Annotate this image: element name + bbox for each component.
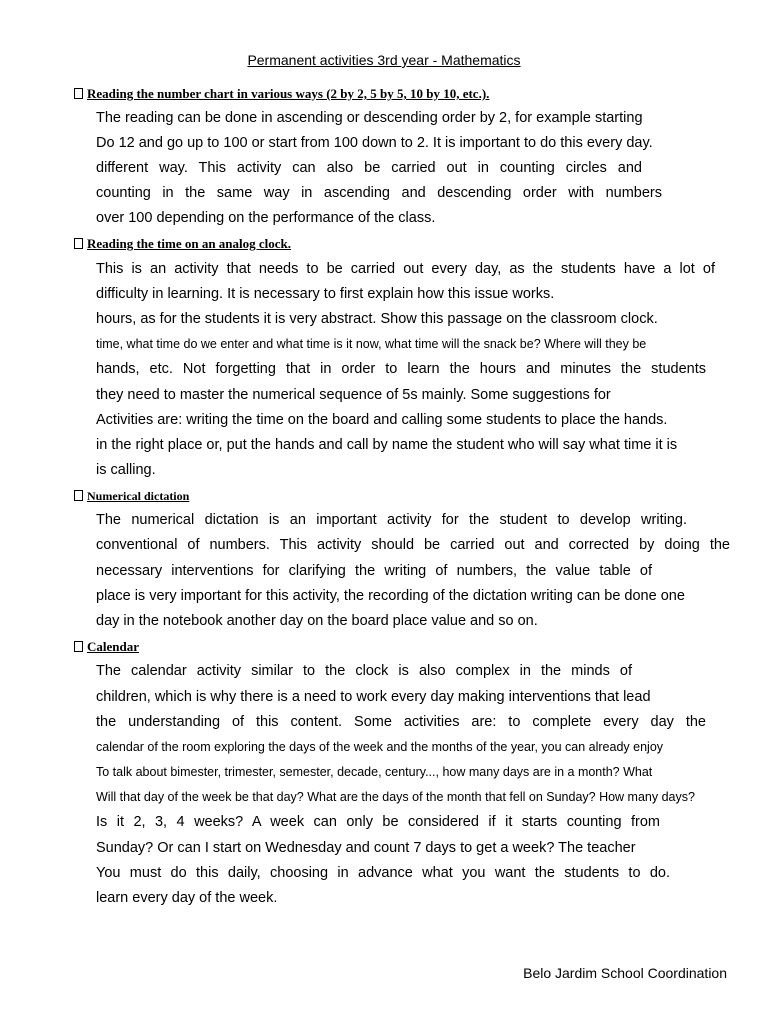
section-heading-numerical-dictation: Numerical dictation	[74, 488, 189, 504]
paragraph-line: counting in the same way in ascending and descending order with numbers	[96, 185, 662, 201]
paragraph-line: hands, etc. Not forgetting that in order to learn the hours and minutes the students	[96, 361, 706, 377]
paragraph-line: over 100 depending on the performance of the class.	[96, 210, 436, 226]
paragraph-line: different way. This activity can also be carried out in counting circles and	[96, 160, 642, 176]
paragraph-line: This is an activity that needs to be carried out every day, as the students have a lot of	[96, 261, 715, 277]
paragraph-line: day in the notebook another day on the board place value and so on.	[96, 613, 538, 629]
paragraph-line: necessary interventions for clarifying the writing of numbers, the value table of	[96, 563, 652, 579]
checkbox-bullet-icon	[74, 641, 83, 652]
paragraph-line: learn every day of the week.	[96, 890, 278, 906]
paragraph-line: The calendar activity similar to the clock is also complex in the minds of	[96, 663, 632, 679]
paragraph-line: calendar of the room exploring the days of the week and the months of the year, you can already enjoy	[96, 740, 664, 754]
paragraph-line: the understanding of this content. Some activities are: to complete every day the	[96, 714, 706, 730]
page-title: Permanent activities 3rd year - Mathematics	[247, 52, 521, 68]
paragraph-line: is calling.	[96, 462, 156, 478]
checkbox-bullet-icon	[74, 88, 83, 99]
paragraph-line: they need to master the numerical sequence of 5s mainly. Some suggestions for	[96, 387, 611, 403]
section-heading-analog-clock: Reading the time on an analog clock.	[74, 236, 291, 252]
paragraph-line: Do 12 and go up to 100 or start from 100 down to 2. It is important to do this every day.	[96, 135, 653, 151]
paragraph-line: children, which is why there is a need to work every day making interventions that lead	[96, 689, 651, 705]
paragraph-line: hours, as for the students it is very abstract. Show this passage on the classroom clock.	[96, 311, 658, 327]
paragraph-line: You must do this daily, choosing in advance what you want the students to do.	[96, 865, 670, 881]
paragraph-line: Activities are: writing the time on the board and calling some students to place the hands.	[96, 412, 668, 428]
paragraph-line: Is it 2, 3, 4 weeks? A week can only be considered if it starts counting from	[96, 814, 660, 830]
paragraph-line: Sunday? Or can I start on Wednesday and count 7 days to get a week? The teacher	[96, 840, 636, 856]
paragraph-line: The reading can be done in ascending or descending order by 2, for example starting	[96, 110, 643, 126]
section-heading-number-chart: Reading the number chart in various ways (2 by 2, 5 by 5, 10 by 10, etc.).	[74, 86, 489, 102]
paragraph-line: conventional of numbers. This activity should be carried out and corrected by doing the	[96, 537, 730, 553]
paragraph-line: difficulty in learning. It is necessary to first explain how this issue works.	[96, 286, 555, 302]
paragraph-line: time, what time do we enter and what time is it now, what time will the snack be? Where will they be	[96, 337, 647, 351]
paragraph-line: in the right place or, put the hands and call by name the student who will say what time it is	[96, 437, 678, 453]
checkbox-bullet-icon	[74, 238, 83, 249]
footer-signature: Belo Jardim School Coordination	[523, 965, 727, 981]
paragraph-line: The numerical dictation is an important activity for the student to develop writing.	[96, 512, 687, 528]
paragraph-line: To talk about bimester, trimester, semester, decade, century..., how many days are in a month? What	[96, 765, 653, 779]
checkbox-bullet-icon	[74, 490, 83, 501]
section-heading-calendar: Calendar	[74, 639, 139, 655]
paragraph-line: place is very important for this activity, the recording of the dictation writing can be done one	[96, 588, 685, 604]
paragraph-line: Will that day of the week be that day? What are the days of the month that fell on Sunday? How many days?	[96, 790, 695, 804]
